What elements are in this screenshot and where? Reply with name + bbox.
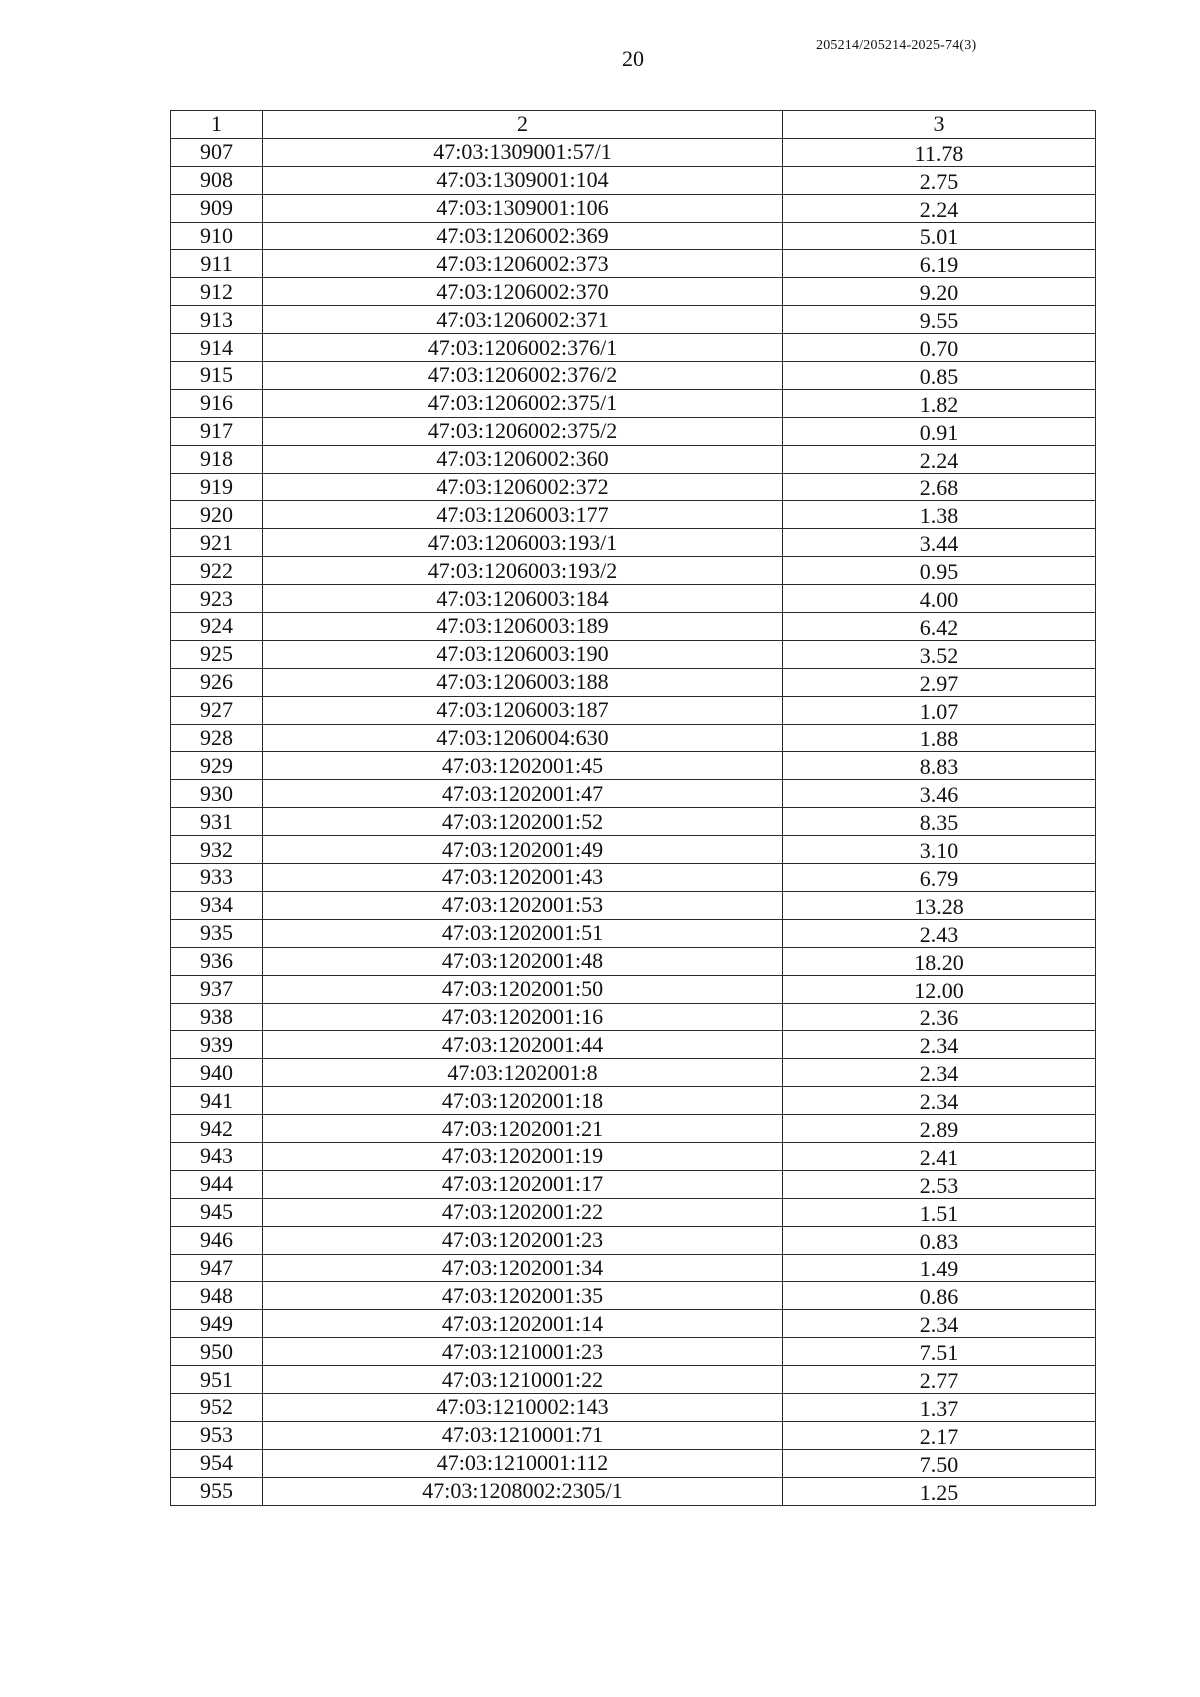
row-number: 921 <box>171 529 263 557</box>
cadastral-number: 47:03:1202001:16 <box>263 1003 783 1031</box>
cadastral-number: 47:03:1202001:43 <box>263 864 783 892</box>
cadastral-number: 47:03:1202001:23 <box>263 1226 783 1254</box>
row-number: 947 <box>171 1254 263 1282</box>
table-row <box>171 250 1096 278</box>
area-value: 2.75 <box>783 166 1096 194</box>
area-value: 6.42 <box>783 613 1096 641</box>
page-number: 20 <box>622 46 644 71</box>
cadastral-number: 47:03:1202001:8 <box>263 1059 783 1087</box>
row-number: 929 <box>171 752 263 780</box>
row-number: 907 <box>171 138 263 166</box>
column-header-3: 3 <box>783 111 1096 139</box>
table-row <box>171 1254 1096 1282</box>
row-number: 949 <box>171 1310 263 1338</box>
row-number: 951 <box>171 1366 263 1394</box>
area-value: 1.25 <box>783 1477 1096 1505</box>
table-row <box>171 1282 1096 1310</box>
table-row <box>171 222 1096 250</box>
cadastral-number: 47:03:1210002:143 <box>263 1393 783 1421</box>
row-number: 941 <box>171 1087 263 1115</box>
row-number: 909 <box>171 194 263 222</box>
row-number: 946 <box>171 1226 263 1254</box>
cadastral-number: 47:03:1206002:375/2 <box>263 417 783 445</box>
cadastral-number: 47:03:1206003:177 <box>263 501 783 529</box>
area-value: 2.17 <box>783 1421 1096 1449</box>
area-value: 0.91 <box>783 417 1096 445</box>
cadastral-number: 47:03:1206003:187 <box>263 696 783 724</box>
table-row <box>171 501 1096 529</box>
table-row <box>171 445 1096 473</box>
table-row <box>171 306 1096 334</box>
cadastral-number: 47:03:1202001:47 <box>263 780 783 808</box>
area-value: 2.68 <box>783 473 1096 501</box>
row-number: 928 <box>171 724 263 752</box>
table-header <box>171 111 1096 139</box>
table-row <box>171 1477 1096 1505</box>
area-value: 3.44 <box>783 529 1096 557</box>
table-row <box>171 780 1096 808</box>
table-row <box>171 1142 1096 1170</box>
document-reference: 205214/205214-2025-74(3) <box>816 38 977 53</box>
cadastral-number: 47:03:1210001:23 <box>263 1338 783 1366</box>
row-number: 925 <box>171 640 263 668</box>
table-row <box>171 640 1096 668</box>
table-row <box>171 864 1096 892</box>
area-value: 1.37 <box>783 1393 1096 1421</box>
row-number: 927 <box>171 696 263 724</box>
area-value: 8.83 <box>783 752 1096 780</box>
row-number: 915 <box>171 362 263 390</box>
row-number: 954 <box>171 1449 263 1477</box>
row-number: 931 <box>171 808 263 836</box>
table-row <box>171 947 1096 975</box>
area-value: 3.52 <box>783 640 1096 668</box>
row-number: 919 <box>171 473 263 501</box>
row-number: 914 <box>171 334 263 362</box>
cadastral-number: 47:03:1202001:18 <box>263 1087 783 1115</box>
cadastral-number: 47:03:1206003:190 <box>263 640 783 668</box>
table-row <box>171 529 1096 557</box>
row-number: 916 <box>171 389 263 417</box>
area-value: 2.24 <box>783 445 1096 473</box>
cadastral-number: 47:03:1206002:371 <box>263 306 783 334</box>
row-number: 918 <box>171 445 263 473</box>
header-row <box>171 111 1096 139</box>
row-number: 936 <box>171 947 263 975</box>
table-row <box>171 278 1096 306</box>
area-value: 2.24 <box>783 194 1096 222</box>
table-row <box>171 808 1096 836</box>
area-value: 7.51 <box>783 1338 1096 1366</box>
area-value: 0.86 <box>783 1282 1096 1310</box>
table-row <box>171 1449 1096 1477</box>
row-number: 955 <box>171 1477 263 1505</box>
table-row <box>171 1421 1096 1449</box>
area-value: 2.34 <box>783 1031 1096 1059</box>
cadastral-number: 47:03:1206003:188 <box>263 668 783 696</box>
area-value: 11.78 <box>783 138 1096 166</box>
cadastral-number: 47:03:1206002:373 <box>263 250 783 278</box>
area-value: 9.20 <box>783 278 1096 306</box>
cadastral-table <box>170 110 1096 1506</box>
table-row <box>171 919 1096 947</box>
area-value: 8.35 <box>783 808 1096 836</box>
table-row <box>171 417 1096 445</box>
row-number: 932 <box>171 836 263 864</box>
area-value: 3.46 <box>783 780 1096 808</box>
cadastral-number: 47:03:1202001:22 <box>263 1198 783 1226</box>
table-row <box>171 194 1096 222</box>
cadastral-number: 47:03:1202001:21 <box>263 1115 783 1143</box>
row-number: 922 <box>171 557 263 585</box>
area-value: 12.00 <box>783 975 1096 1003</box>
row-number: 939 <box>171 1031 263 1059</box>
area-value: 2.53 <box>783 1170 1096 1198</box>
cadastral-number: 47:03:1202001:48 <box>263 947 783 975</box>
cadastral-number: 47:03:1206002:372 <box>263 473 783 501</box>
column-header-1: 1 <box>171 111 263 139</box>
table-row <box>171 724 1096 752</box>
table-row <box>171 1366 1096 1394</box>
cadastral-number: 47:03:1202001:49 <box>263 836 783 864</box>
table-row <box>171 1087 1096 1115</box>
row-number: 920 <box>171 501 263 529</box>
column-header-2: 2 <box>263 111 783 139</box>
table-row <box>171 613 1096 641</box>
table-row <box>171 1059 1096 1087</box>
row-number: 948 <box>171 1282 263 1310</box>
row-number: 913 <box>171 306 263 334</box>
cadastral-number: 47:03:1202001:34 <box>263 1254 783 1282</box>
row-number: 945 <box>171 1198 263 1226</box>
cadastral-number: 47:03:1309001:106 <box>263 194 783 222</box>
area-value: 3.10 <box>783 836 1096 864</box>
table-row <box>171 585 1096 613</box>
cadastral-number: 47:03:1202001:45 <box>263 752 783 780</box>
area-value: 2.89 <box>783 1115 1096 1143</box>
area-value: 13.28 <box>783 891 1096 919</box>
area-value: 1.38 <box>783 501 1096 529</box>
table-row <box>171 1031 1096 1059</box>
area-value: 0.70 <box>783 334 1096 362</box>
table-body <box>171 138 1096 1505</box>
cadastral-number: 47:03:1206003:193/1 <box>263 529 783 557</box>
cadastral-number: 47:03:1208002:2305/1 <box>263 1477 783 1505</box>
area-value: 4.00 <box>783 585 1096 613</box>
row-number: 912 <box>171 278 263 306</box>
area-value: 2.34 <box>783 1087 1096 1115</box>
cadastral-number: 47:03:1210001:112 <box>263 1449 783 1477</box>
area-value: 2.77 <box>783 1366 1096 1394</box>
table-row <box>171 752 1096 780</box>
cadastral-number: 47:03:1309001:57/1 <box>263 138 783 166</box>
row-number: 917 <box>171 417 263 445</box>
table-row <box>171 1115 1096 1143</box>
area-value: 2.43 <box>783 919 1096 947</box>
cadastral-number: 47:03:1202001:51 <box>263 919 783 947</box>
table-row <box>171 1198 1096 1226</box>
area-value: 2.34 <box>783 1310 1096 1338</box>
cadastral-number: 47:03:1210001:71 <box>263 1421 783 1449</box>
table-row <box>171 975 1096 1003</box>
area-value: 1.82 <box>783 389 1096 417</box>
row-number: 940 <box>171 1059 263 1087</box>
cadastral-number: 47:03:1202001:44 <box>263 1031 783 1059</box>
table-row <box>171 891 1096 919</box>
table-row <box>171 1310 1096 1338</box>
cadastral-number: 47:03:1206002:360 <box>263 445 783 473</box>
area-value: 9.55 <box>783 306 1096 334</box>
table-row <box>171 1393 1096 1421</box>
row-number: 952 <box>171 1393 263 1421</box>
cadastral-number: 47:03:1202001:19 <box>263 1142 783 1170</box>
row-number: 938 <box>171 1003 263 1031</box>
cadastral-number: 47:03:1202001:50 <box>263 975 783 1003</box>
cadastral-number: 47:03:1206002:370 <box>263 278 783 306</box>
cadastral-number: 47:03:1206002:375/1 <box>263 389 783 417</box>
row-number: 933 <box>171 864 263 892</box>
table-row <box>171 1003 1096 1031</box>
table-row <box>171 557 1096 585</box>
area-value: 1.88 <box>783 724 1096 752</box>
cadastral-number: 47:03:1309001:104 <box>263 166 783 194</box>
cadastral-number: 47:03:1202001:14 <box>263 1310 783 1338</box>
row-number: 908 <box>171 166 263 194</box>
table-row <box>171 166 1096 194</box>
area-value: 2.34 <box>783 1059 1096 1087</box>
row-number: 910 <box>171 222 263 250</box>
row-number: 937 <box>171 975 263 1003</box>
row-number: 944 <box>171 1170 263 1198</box>
cadastral-number: 47:03:1206002:369 <box>263 222 783 250</box>
table-row <box>171 696 1096 724</box>
row-number: 926 <box>171 668 263 696</box>
row-number: 934 <box>171 891 263 919</box>
table-row <box>171 1338 1096 1366</box>
cadastral-number: 47:03:1206003:193/2 <box>263 557 783 585</box>
cadastral-number: 47:03:1202001:17 <box>263 1170 783 1198</box>
row-number: 943 <box>171 1142 263 1170</box>
cadastral-number: 47:03:1206002:376/1 <box>263 334 783 362</box>
area-value: 0.95 <box>783 557 1096 585</box>
cadastral-number: 47:03:1206002:376/2 <box>263 362 783 390</box>
cadastral-number: 47:03:1202001:52 <box>263 808 783 836</box>
table-row <box>171 362 1096 390</box>
table-row <box>171 1170 1096 1198</box>
row-number: 950 <box>171 1338 263 1366</box>
area-value: 6.79 <box>783 864 1096 892</box>
table-row <box>171 1226 1096 1254</box>
area-value: 0.85 <box>783 362 1096 390</box>
cadastral-number: 47:03:1202001:35 <box>263 1282 783 1310</box>
area-value: 2.36 <box>783 1003 1096 1031</box>
area-value: 7.50 <box>783 1449 1096 1477</box>
area-value: 18.20 <box>783 947 1096 975</box>
cadastral-number: 47:03:1210001:22 <box>263 1366 783 1394</box>
cadastral-number: 47:03:1206003:189 <box>263 613 783 641</box>
row-number: 935 <box>171 919 263 947</box>
table-row <box>171 836 1096 864</box>
row-number: 911 <box>171 250 263 278</box>
area-value: 2.97 <box>783 668 1096 696</box>
table-row <box>171 334 1096 362</box>
row-number: 942 <box>171 1115 263 1143</box>
table-row <box>171 389 1096 417</box>
area-value: 2.41 <box>783 1142 1096 1170</box>
area-value: 1.07 <box>783 696 1096 724</box>
row-number: 930 <box>171 780 263 808</box>
area-value: 5.01 <box>783 222 1096 250</box>
row-number: 923 <box>171 585 263 613</box>
table-row <box>171 473 1096 501</box>
area-value: 0.83 <box>783 1226 1096 1254</box>
row-number: 924 <box>171 613 263 641</box>
table-row <box>171 138 1096 166</box>
area-value: 1.49 <box>783 1254 1096 1282</box>
area-value: 6.19 <box>783 250 1096 278</box>
cadastral-number: 47:03:1206004:630 <box>263 724 783 752</box>
row-number: 953 <box>171 1421 263 1449</box>
area-value: 1.51 <box>783 1198 1096 1226</box>
table-row <box>171 668 1096 696</box>
cadastral-number: 47:03:1206003:184 <box>263 585 783 613</box>
cadastral-number: 47:03:1202001:53 <box>263 891 783 919</box>
